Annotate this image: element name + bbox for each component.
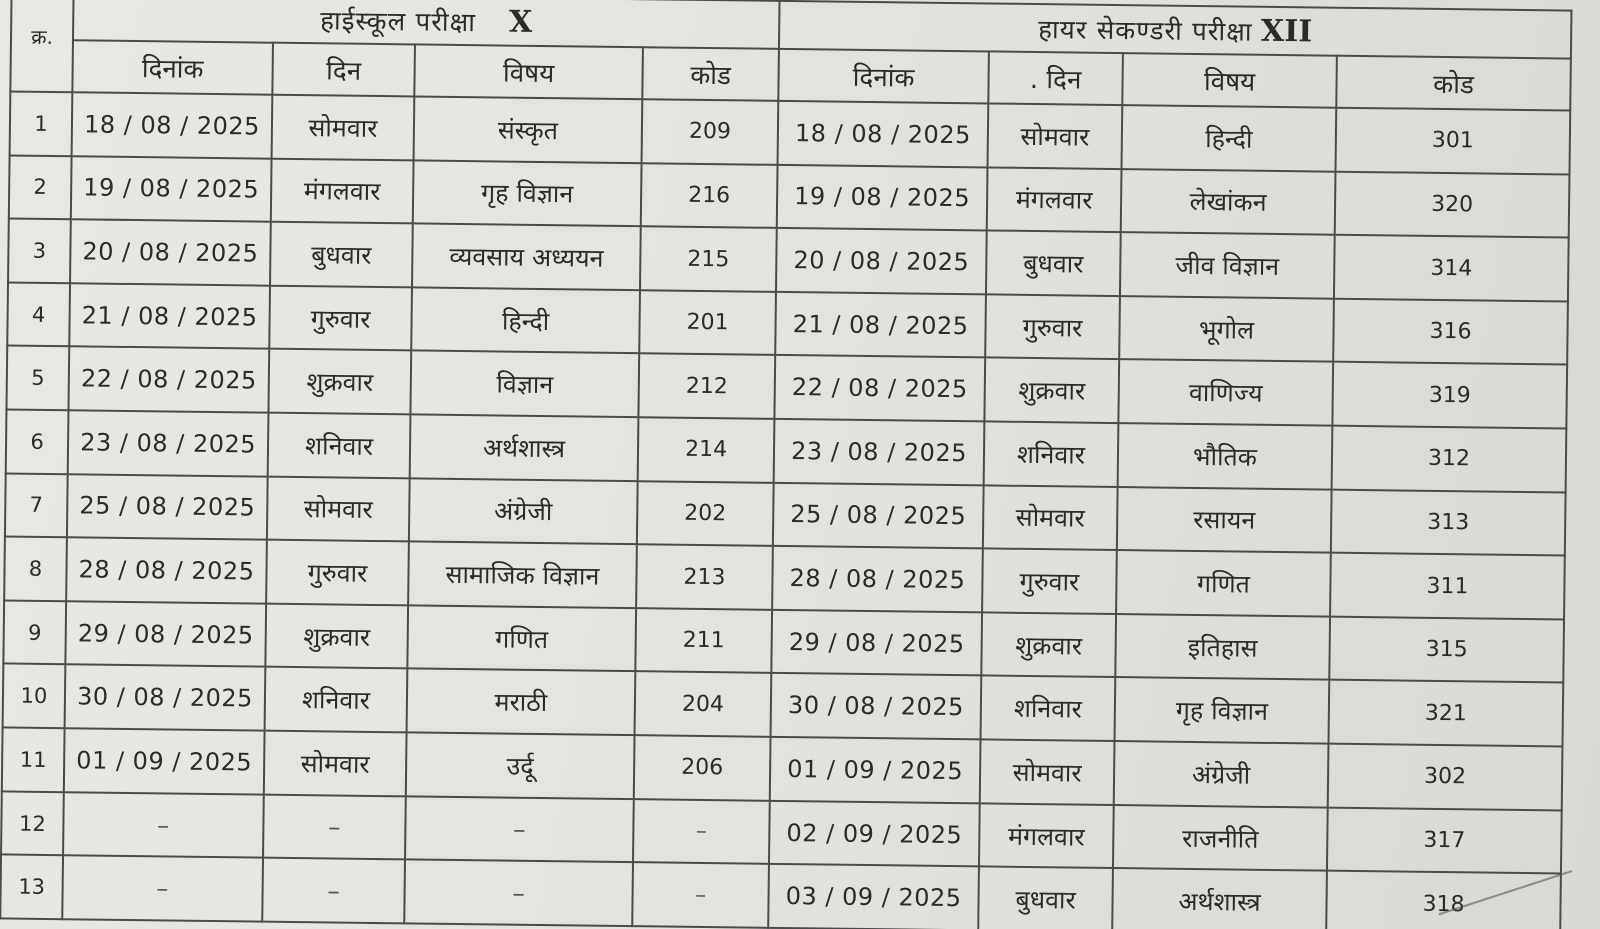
xii-date: 28 / 08 / 2025	[772, 546, 983, 612]
x-subject: विज्ञान	[410, 351, 639, 417]
xii-subject: अर्थशास्त्र	[1112, 868, 1327, 929]
x-subject: अर्थशास्त्र	[410, 414, 639, 480]
x-day: –	[263, 794, 406, 859]
xii-date: 03 / 09 / 2025	[768, 864, 979, 929]
xii-date-header: दिनांक	[778, 49, 989, 104]
x-day: सोमवार	[267, 476, 410, 541]
x-subject: गणित	[407, 605, 636, 671]
x-code: 209	[642, 99, 779, 164]
xii-code: 321	[1329, 680, 1564, 746]
serial-number: 11	[2, 728, 65, 792]
xii-day: सोमवार	[980, 739, 1115, 804]
x-subject: सामाजिक विज्ञान	[408, 542, 637, 608]
x-code: 202	[637, 481, 774, 546]
xii-date: 18 / 08 / 2025	[778, 101, 989, 167]
x-subject: –	[404, 860, 633, 926]
serial-number: 6	[6, 410, 69, 474]
x-code: 201	[639, 290, 776, 355]
xii-date: 29 / 08 / 2025	[771, 610, 982, 676]
x-subject: उर्दू	[406, 732, 635, 798]
x-date: 22 / 08 / 2025	[68, 347, 269, 413]
xii-day: शुक्रवार	[981, 612, 1116, 677]
xii-date: 19 / 08 / 2025	[777, 164, 988, 230]
xii-day: बुधवार	[978, 867, 1113, 929]
x-code: 206	[634, 735, 771, 800]
xii-subject: रसायन	[1117, 487, 1332, 553]
x-day: शनिवार	[268, 413, 411, 478]
xii-code: 317	[1327, 807, 1562, 873]
xii-day: गुरुवार	[982, 549, 1117, 614]
x-subject: संस्कृत	[414, 96, 643, 162]
x-date-header: दिनांक	[72, 40, 273, 94]
xii-code: 312	[1332, 426, 1567, 492]
x-date: 29 / 08 / 2025	[65, 601, 266, 667]
x-date: 25 / 08 / 2025	[67, 474, 268, 540]
x-date: 20 / 08 / 2025	[70, 219, 271, 285]
xii-day: शुक्रवार	[984, 358, 1119, 423]
serial-number: 3	[8, 219, 71, 283]
xii-code: 320	[1335, 171, 1570, 237]
serial-number: 5	[6, 346, 69, 410]
x-date: 28 / 08 / 2025	[66, 537, 267, 603]
x-code: 214	[638, 417, 775, 482]
xii-code: 319	[1332, 362, 1567, 428]
x-date: –	[62, 856, 263, 922]
xii-date: 02 / 09 / 2025	[769, 801, 980, 867]
xii-day: मंगलवार	[987, 167, 1122, 232]
serial-number: 10	[3, 664, 66, 728]
x-date: 30 / 08 / 2025	[65, 665, 266, 731]
xii-date: 01 / 09 / 2025	[770, 737, 981, 803]
xii-subject: लेखांकन	[1121, 169, 1336, 235]
x-date: –	[63, 792, 264, 858]
x-date: 21 / 08 / 2025	[69, 283, 270, 349]
xii-code: 302	[1328, 744, 1563, 810]
x-code: 213	[636, 544, 773, 609]
xii-day: सोमवार	[988, 103, 1123, 168]
x-subject: मराठी	[407, 669, 636, 735]
serial-number: 9	[3, 600, 66, 664]
x-subject: गृह विज्ञान	[413, 160, 642, 226]
higher-secondary-level: XII	[1260, 13, 1313, 50]
xii-day: शनिवार	[981, 676, 1116, 741]
xii-day: सोमवार	[983, 485, 1118, 550]
xii-subject: भौतिक	[1118, 423, 1333, 489]
x-day: शनिवार	[265, 667, 408, 732]
highschool-title-text: हाईस्कूल परीक्षा	[319, 6, 477, 39]
x-code-header: कोड	[642, 47, 779, 101]
x-code: 216	[641, 163, 778, 228]
x-day: मंगलवार	[271, 158, 414, 223]
x-day-header: दिन	[272, 43, 415, 97]
xii-date: 21 / 08 / 2025	[775, 292, 986, 358]
x-subject-header: विषय	[414, 44, 643, 99]
x-date: 19 / 08 / 2025	[71, 156, 272, 222]
x-date: 01 / 09 / 2025	[64, 728, 265, 794]
x-subject: व्यवसाय अध्ययन	[412, 224, 641, 290]
x-day: शुक्रवार	[268, 349, 411, 414]
xii-day: मंगलवार	[979, 803, 1114, 868]
x-day: बुधवार	[270, 222, 413, 287]
x-code: 204	[635, 672, 772, 737]
xii-day: गुरुवार	[985, 294, 1120, 359]
serial-number: 13	[0, 855, 63, 919]
xii-date: 25 / 08 / 2025	[773, 483, 984, 549]
xii-subject: जीव विज्ञान	[1120, 232, 1335, 298]
xii-code: 316	[1333, 299, 1568, 365]
serial-number: 8	[4, 537, 67, 601]
xii-date: 30 / 08 / 2025	[771, 673, 982, 739]
xii-subject: भूगोल	[1119, 296, 1334, 362]
serial-number: 7	[5, 473, 68, 537]
x-day: सोमवार	[264, 731, 407, 796]
xii-subject: राजनीति	[1113, 805, 1328, 871]
xii-code: 315	[1329, 617, 1564, 683]
xii-subject: इतिहास	[1115, 614, 1330, 680]
x-day: शुक्रवार	[265, 604, 408, 669]
x-code: –	[633, 799, 770, 864]
x-subject: हिन्दी	[411, 287, 640, 353]
xii-code-header: कोड	[1336, 56, 1571, 111]
xii-date: 22 / 08 / 2025	[774, 355, 985, 421]
xii-code: 313	[1331, 489, 1566, 555]
serial-number: 12	[1, 791, 64, 855]
serial-number: 4	[7, 282, 70, 346]
xii-subject: वाणिज्य	[1118, 359, 1333, 425]
xii-code: 314	[1334, 235, 1569, 301]
xii-subject: अंग्रेजी	[1114, 741, 1329, 807]
x-date: 18 / 08 / 2025	[72, 92, 273, 158]
serial-number: 1	[10, 91, 73, 155]
xii-code: 318	[1326, 871, 1561, 929]
xii-code: 301	[1336, 108, 1571, 174]
x-subject: अंग्रेजी	[409, 478, 638, 544]
xii-day: शनिवार	[984, 421, 1119, 486]
higher-secondary-title-text: हायर सेकण्डरी परीक्षा	[1037, 15, 1253, 48]
xii-code: 311	[1330, 553, 1565, 619]
xii-date: 23 / 08 / 2025	[774, 419, 985, 485]
x-code: 215	[640, 226, 777, 291]
xii-day-header: . दिन	[988, 51, 1123, 105]
xii-subject: गणित	[1116, 550, 1331, 616]
xii-subject-header: विषय	[1122, 53, 1337, 108]
xii-subject: गृह विज्ञान	[1115, 678, 1330, 744]
x-code: 212	[638, 354, 775, 419]
x-day: –	[262, 858, 405, 923]
x-day: सोमवार	[272, 95, 415, 160]
xii-subject: हिन्दी	[1122, 105, 1337, 171]
serial-number: 2	[9, 155, 72, 219]
serial-header: क्र.	[10, 0, 73, 92]
highschool-level: X	[508, 4, 533, 40]
x-day: गुरुवार	[266, 540, 409, 605]
x-subject: –	[405, 796, 634, 862]
x-code: 211	[635, 608, 772, 673]
x-code: –	[632, 862, 769, 927]
x-date: 23 / 08 / 2025	[68, 410, 269, 476]
x-day: गुरुवार	[269, 286, 412, 351]
xii-date: 20 / 08 / 2025	[776, 228, 987, 294]
xii-day: बुधवार	[986, 231, 1121, 296]
